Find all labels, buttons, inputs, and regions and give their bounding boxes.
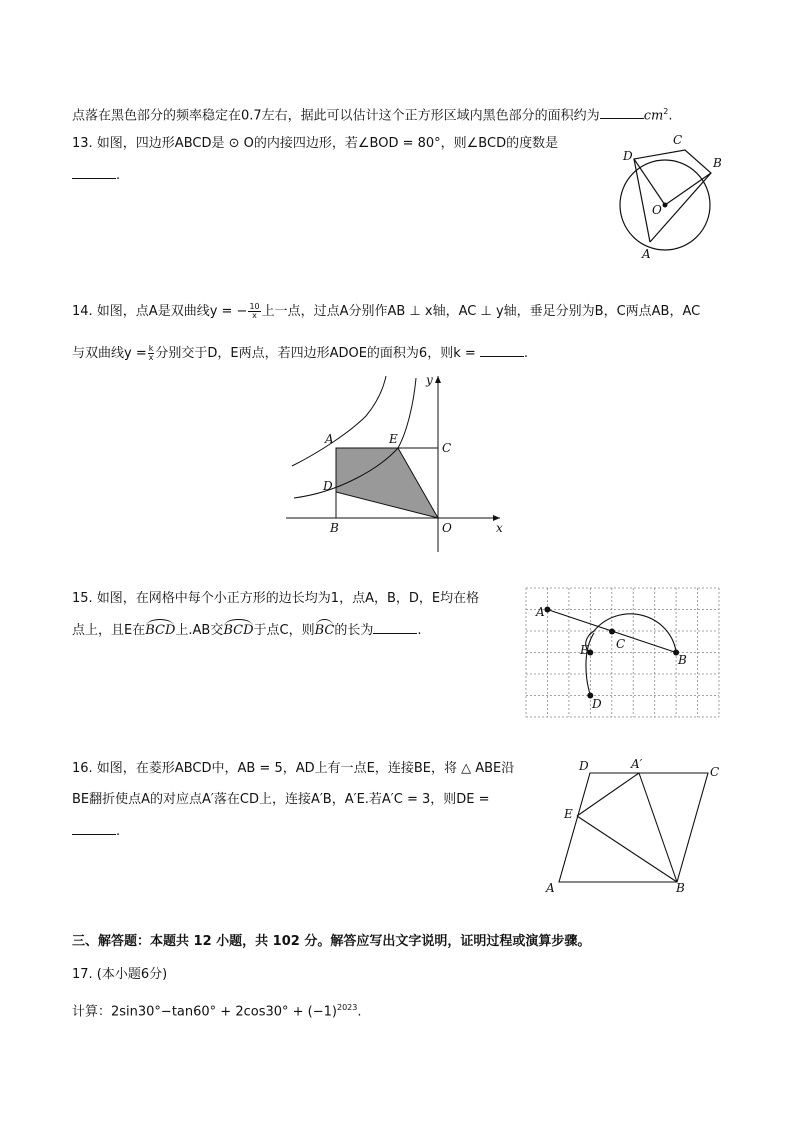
q16-line3 — [72, 822, 120, 841]
answer-blank — [480, 344, 524, 357]
label-e: E — [389, 432, 398, 446]
label-b: B — [676, 881, 685, 895]
q13-circle-figure — [612, 132, 730, 260]
label-a-prime: A′ — [631, 757, 643, 771]
arc-bcd: BCD — [145, 623, 176, 638]
center-point-o — [663, 203, 668, 208]
q14-text-d: 分别交于D，E两点，若四边形ADOE的面积为6，则k = — [155, 346, 480, 361]
label-d: D — [592, 697, 602, 711]
q15-text-b: 上.AB交 — [175, 623, 224, 638]
segment-be — [577, 816, 677, 882]
label-x: x — [496, 521, 503, 535]
q15-text-a: 点上，且E在 — [72, 623, 146, 638]
q14-line2 — [72, 344, 528, 363]
y-axis-arrow — [435, 376, 441, 383]
arc-bc: BC — [314, 623, 335, 638]
label-e: E — [564, 807, 573, 821]
q12-unit: cm — [643, 108, 664, 124]
point-c — [609, 629, 615, 635]
q14-text-c: 与双曲线y = — [72, 346, 147, 361]
answer-blank — [600, 106, 644, 119]
label-c: C — [710, 765, 720, 779]
label-c: C — [616, 637, 626, 651]
frac-den: x — [148, 353, 154, 362]
label-c: C — [442, 441, 452, 455]
grid-lines — [526, 588, 719, 717]
answer-blank — [72, 166, 116, 179]
label-a: A — [642, 247, 651, 261]
q15-grid-figure — [526, 588, 720, 718]
label-c: C — [673, 133, 683, 147]
q15-line2 — [72, 621, 422, 640]
q15-text-c: 于点C，则 — [253, 623, 315, 638]
q15-text-d: 的长为 — [334, 623, 374, 638]
label-o: O — [442, 521, 452, 535]
label-d: D — [579, 759, 589, 773]
label-o: O — [652, 203, 662, 217]
q17-expression: 计算：2sin30°−tan60° + 2cos30° + (−1) — [72, 1004, 337, 1020]
q12-end: . — [668, 108, 673, 124]
label-a: A — [325, 432, 334, 446]
q14-text-b: 上一点，过点A分别作AB ⊥ x轴，AC ⊥ y轴，垂足分别为B，C两点AB，AC — [261, 304, 701, 319]
frac-num: 10 — [249, 302, 260, 311]
q13-line2 — [72, 166, 120, 185]
label-b: B — [330, 521, 339, 535]
label-a: A — [546, 881, 555, 895]
rhombus-abcd — [559, 773, 708, 882]
label-b: B — [678, 653, 687, 667]
arc-bcd — [586, 614, 676, 653]
q13-line1: 13. 如图，四边形ABCD是 ⊙ O的内接四边形，若∠BOD = 80°，则∠BCD的度数是 — [72, 136, 559, 151]
answer-blank — [72, 822, 116, 835]
label-b: B — [713, 156, 722, 170]
segment-a-prime-e — [577, 773, 639, 816]
q16-rhombus-figure — [540, 756, 730, 898]
q14-line1 — [72, 303, 700, 321]
label-d: D — [323, 479, 333, 493]
point-a — [544, 607, 550, 613]
q16-line1: 16. 如图，在菱形ABCD中，AB = 5，AD上有一点E，连接BE，将 △ ABE沿 — [72, 761, 515, 776]
label-d: D — [623, 149, 633, 163]
section-3-heading: 三、解答题：本题共 12 小题，共 102 分。解答应写出文字说明，证明过程或演算步骤。 — [72, 934, 591, 949]
arc-bcd: BCD — [223, 623, 254, 638]
segment-a-prime-b — [639, 773, 677, 882]
label-a: A — [536, 605, 545, 619]
q16-line2: BE翻折使点A的对应点A′落在CD上，连接A′B，A′E.若A′C = 3，则DE = — [72, 792, 490, 807]
q13-end: . — [116, 168, 121, 183]
frac-den: x — [252, 311, 257, 320]
q15-line1: 15. 如图，在网格中每个小正方形的边长均为1，点A，B，D，E均在格 — [72, 591, 480, 606]
label-y: y — [426, 373, 433, 387]
q17-calc — [72, 999, 361, 1021]
fraction-10-over-x — [248, 303, 260, 320]
q16-end: . — [116, 824, 121, 839]
q14-end: . — [523, 346, 529, 361]
q17-end: . — [357, 1004, 362, 1020]
q15-end: . — [417, 623, 422, 638]
q17-title: 17. (本小题6分) — [72, 967, 168, 982]
answer-blank — [373, 621, 417, 634]
segment-ob — [665, 173, 711, 205]
q17-exponent: 2023 — [336, 1003, 358, 1012]
label-e: E — [580, 643, 589, 657]
q14-hyperbola-figure — [280, 370, 510, 560]
q12-unit-exp: 2 — [663, 107, 669, 116]
frac-num: k — [148, 344, 154, 353]
q14-text-a: 14. 如图，点A是双曲线y = − — [72, 304, 248, 319]
q12-tail-line — [72, 103, 673, 125]
fraction-k-over-x — [148, 345, 155, 362]
q12-tail-text: 点落在黑色部分的频率稳定在0.7左右，据此可以估计这个正方形区域内黑色部分的面积约为 — [72, 108, 600, 124]
